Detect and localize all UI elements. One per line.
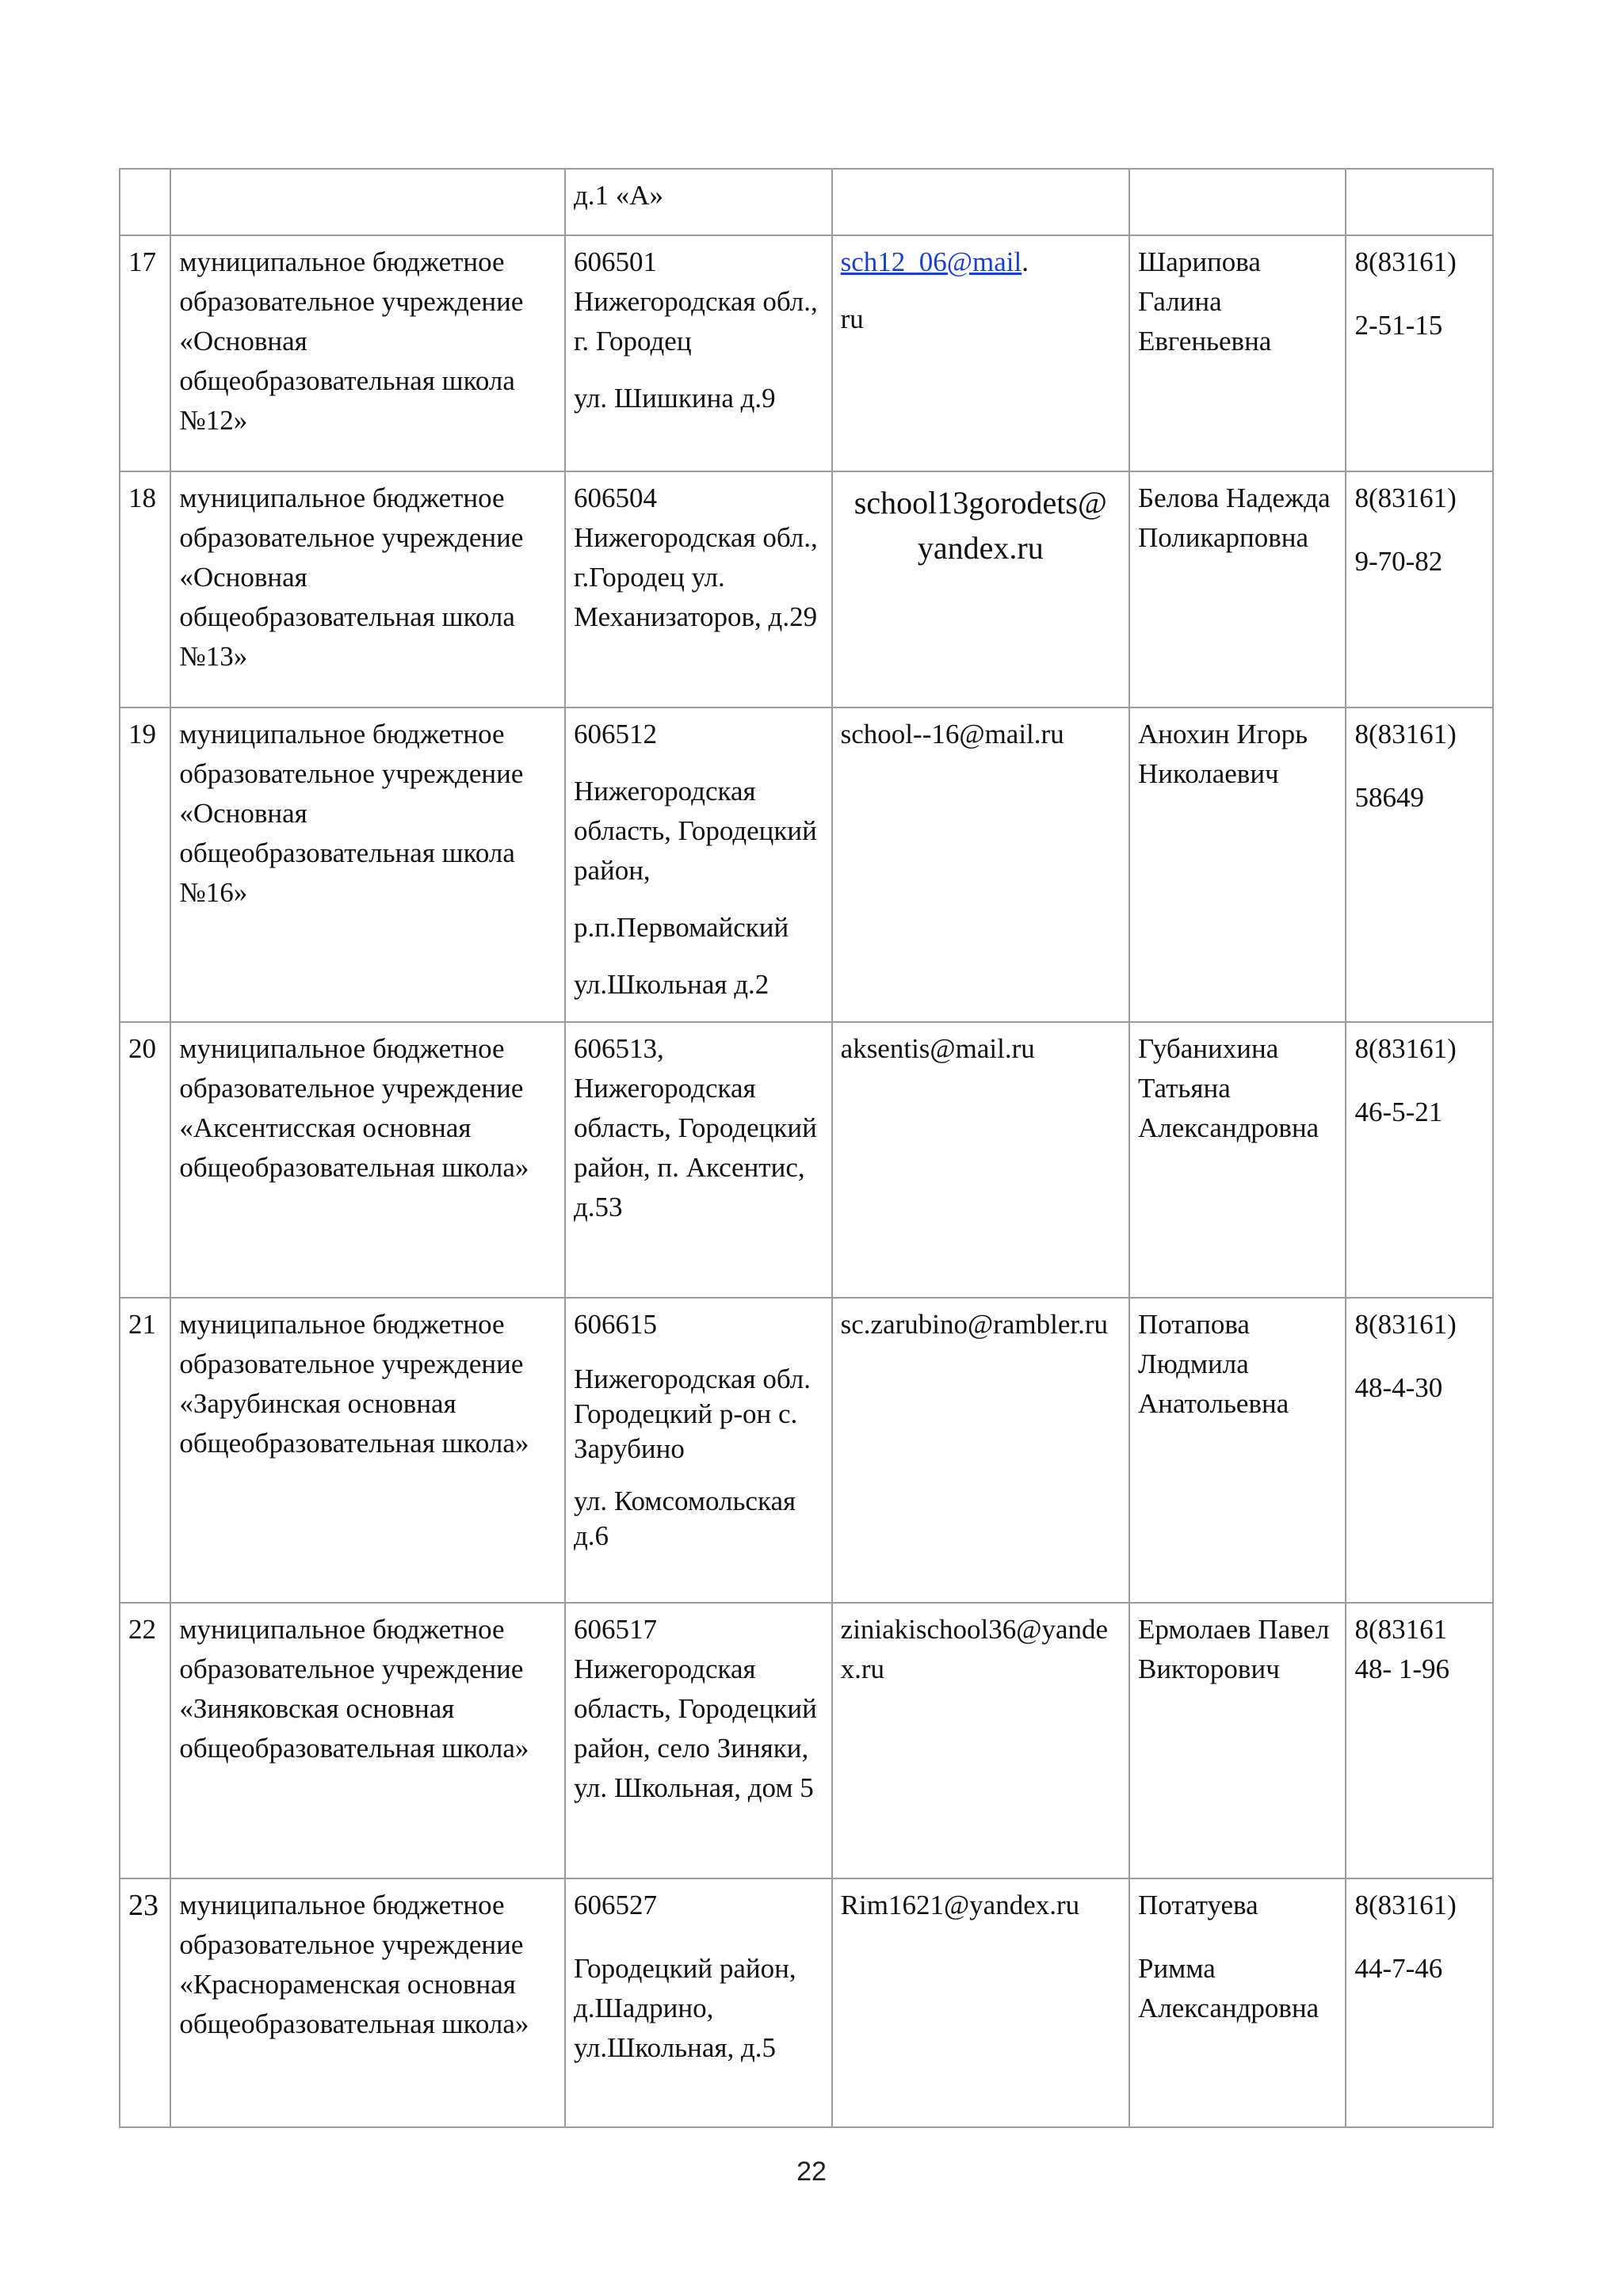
cell-phone bbox=[1346, 1603, 1493, 1878]
phone-code: 8(83161) bbox=[1354, 1309, 1457, 1340]
cell-director bbox=[1129, 235, 1346, 471]
cell-email bbox=[832, 471, 1129, 707]
schools-table bbox=[119, 168, 1494, 2128]
table-row bbox=[120, 707, 1493, 1022]
cell-name bbox=[170, 1298, 565, 1603]
cell-address bbox=[565, 707, 832, 1022]
address-line: Нижегородская область, Городецкий район, bbox=[573, 776, 817, 886]
address-line: Нижегородская обл. Городецкий р-он с. Зарубино bbox=[573, 1363, 812, 1464]
phone-code: 8(83161) bbox=[1354, 1033, 1457, 1064]
director-name: Белова Надежда Поликарповна bbox=[1137, 482, 1331, 553]
cell-address bbox=[565, 1878, 832, 2127]
cell-num bbox=[120, 169, 170, 235]
cell-phone bbox=[1346, 1878, 1493, 2127]
phone-number: 58649 bbox=[1354, 782, 1424, 813]
cell-name bbox=[170, 235, 565, 471]
cell-name bbox=[170, 1878, 565, 2127]
director-name: Потатуева bbox=[1137, 1890, 1258, 1920]
email-text: school--16@mail.ru bbox=[840, 719, 1064, 749]
cell-num bbox=[120, 235, 170, 471]
cell-address bbox=[565, 1022, 832, 1298]
cell-name bbox=[170, 471, 565, 707]
table-row bbox=[120, 1298, 1493, 1603]
row-number: 20 bbox=[128, 1033, 156, 1064]
address-line: 606517 Нижегородская область, Городецкий район, село Зиняки, ул. Школьная, дом 5 bbox=[573, 1614, 817, 1803]
director-name: Анохин Игорь Николаевич bbox=[1137, 719, 1308, 789]
institution-name: муниципальное бюджетное образовательное учреждение «Аксентисская основная общеобразовательная школа» bbox=[179, 1033, 529, 1183]
cell-name bbox=[170, 169, 565, 235]
phone-code: 8(83161 bbox=[1354, 1614, 1448, 1645]
table-row-continuation bbox=[120, 169, 1493, 235]
address-line: 606615 bbox=[573, 1309, 657, 1340]
cell-name bbox=[170, 707, 565, 1022]
email-text: aksentis@mail.ru bbox=[840, 1033, 1035, 1064]
cell-phone bbox=[1346, 1022, 1493, 1298]
cell-name bbox=[170, 1022, 565, 1298]
cell-address bbox=[565, 235, 832, 471]
cell-email bbox=[832, 1022, 1129, 1298]
address-line: ул.Школьная д.2 bbox=[573, 969, 769, 1000]
cell-email bbox=[832, 1878, 1129, 2127]
cell-director bbox=[1129, 471, 1346, 707]
address-text: д.1 «А» bbox=[573, 180, 664, 211]
phone-code: 8(83161) bbox=[1354, 482, 1457, 513]
address-line: ул. Шишкина д.9 bbox=[573, 383, 776, 414]
director-name: Римма Александровна bbox=[1137, 1953, 1319, 2023]
director-name: Потапова Людмила Анатольевна bbox=[1137, 1309, 1289, 1419]
cell-phone bbox=[1346, 1298, 1493, 1603]
email-text: Rim1621@yandex.ru bbox=[840, 1890, 1080, 1920]
cell-director bbox=[1129, 1298, 1346, 1603]
cell-email bbox=[832, 235, 1129, 471]
phone-number: 46-5-21 bbox=[1354, 1097, 1443, 1127]
cell-num bbox=[120, 471, 170, 707]
cell-address bbox=[565, 1298, 832, 1603]
email-line: school13gorodets@ bbox=[854, 485, 1107, 521]
phone-number: 9-70-82 bbox=[1354, 546, 1443, 577]
director-name: Шарипова Галина Евгеньевна bbox=[1137, 246, 1272, 357]
row-number: 23 bbox=[128, 1889, 158, 1922]
page-number: 22 bbox=[796, 2157, 827, 2187]
email-dot: . bbox=[1022, 246, 1029, 277]
director-name: Ермолаев Павел Викторович bbox=[1137, 1614, 1330, 1684]
institution-name: муниципальное бюджетное образовательное учреждение «Основная общеобразовательная школа №16» bbox=[179, 719, 524, 908]
table-row bbox=[120, 1022, 1493, 1298]
table-row bbox=[120, 471, 1493, 707]
row-number: 18 bbox=[128, 482, 156, 513]
phone-code: 8(83161) bbox=[1354, 246, 1457, 277]
institution-name: муниципальное бюджетное образовательное учреждение «Основная общеобразовательная школа №12» bbox=[179, 246, 524, 436]
cell-phone bbox=[1346, 235, 1493, 471]
phone-code: 8(83161) bbox=[1354, 1890, 1457, 1920]
row-number: 21 bbox=[128, 1309, 156, 1340]
phone-number: 2-51-15 bbox=[1354, 310, 1443, 341]
cell-phone bbox=[1346, 169, 1493, 235]
cell-director bbox=[1129, 707, 1346, 1022]
director-name: Губанихина Татьяна Александровна bbox=[1137, 1033, 1319, 1143]
address-line: 606504 Нижегородская обл., г.Городец ул. Механизаторов, д.29 bbox=[573, 482, 818, 632]
cell-num bbox=[120, 1603, 170, 1878]
email-text: sc.zarubino@rambler.ru bbox=[840, 1309, 1109, 1340]
cell-email bbox=[832, 169, 1129, 235]
institution-name: муниципальное бюджетное образовательное учреждение «Основная общеобразовательная школа №13» bbox=[179, 482, 524, 672]
cell-phone bbox=[1346, 707, 1493, 1022]
email-link[interactable]: sch12_06@mail bbox=[840, 246, 1022, 277]
row-number: 22 bbox=[128, 1614, 156, 1645]
phone-number: 48-4-30 bbox=[1354, 1372, 1443, 1403]
email-line: yandex.ru bbox=[917, 530, 1044, 566]
address-line: 606512 bbox=[573, 719, 657, 749]
cell-email bbox=[832, 1603, 1129, 1878]
email-text: ziniakischool36@yandex.ru bbox=[840, 1614, 1109, 1684]
cell-num bbox=[120, 1298, 170, 1603]
cell-email bbox=[832, 707, 1129, 1022]
row-number: 19 bbox=[128, 719, 156, 749]
address-line: 606501 Нижегородская обл., г. Городец bbox=[573, 246, 818, 357]
address-line: ул. Комсомольская д.6 bbox=[573, 1486, 796, 1551]
cell-email bbox=[832, 1298, 1129, 1603]
phone-number: 44-7-46 bbox=[1354, 1953, 1443, 1984]
address-line: 606527 bbox=[573, 1890, 657, 1920]
cell-num bbox=[120, 1878, 170, 2127]
cell-name bbox=[170, 1603, 565, 1878]
cell-address bbox=[565, 169, 832, 235]
cell-director bbox=[1129, 1603, 1346, 1878]
phone-code: 8(83161) bbox=[1354, 719, 1457, 749]
cell-phone bbox=[1346, 471, 1493, 707]
cell-num bbox=[120, 1022, 170, 1298]
cell-address bbox=[565, 1603, 832, 1878]
email-tail: ru bbox=[840, 303, 864, 334]
table-row bbox=[120, 235, 1493, 471]
table-row bbox=[120, 1603, 1493, 1878]
institution-name: муниципальное бюджетное образовательное учреждение «Краснораменская основная общеобразовательная школа» bbox=[179, 1890, 529, 2039]
address-line: р.п.Первомайский bbox=[573, 912, 789, 943]
institution-name: муниципальное бюджетное образовательное учреждение «Зиняковская основная общеобразовательная школа» bbox=[179, 1614, 529, 1764]
phone-number: 48- 1-96 bbox=[1354, 1653, 1449, 1684]
row-number: 17 bbox=[128, 246, 156, 277]
address-line: Городецкий район, д.Шадрино, ул.Школьная, д.5 bbox=[573, 1953, 796, 2063]
address-line: 606513, Нижегородская область, Городецкий район, п. Аксентис, д.53 bbox=[573, 1033, 817, 1222]
cell-director bbox=[1129, 169, 1346, 235]
cell-director bbox=[1129, 1878, 1346, 2127]
cell-num bbox=[120, 707, 170, 1022]
cell-address bbox=[565, 471, 832, 707]
institution-name: муниципальное бюджетное образовательное учреждение «Зарубинская основная общеобразовательная школа» bbox=[179, 1309, 529, 1459]
cell-director bbox=[1129, 1022, 1346, 1298]
table-row bbox=[120, 1878, 1493, 2127]
